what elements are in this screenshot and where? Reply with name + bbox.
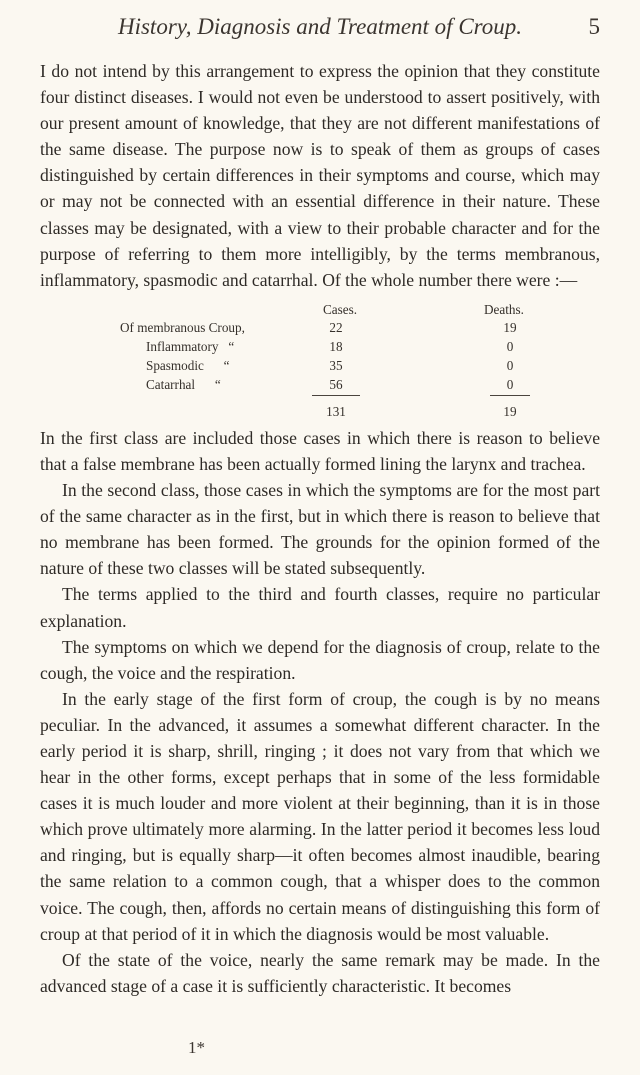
table-row-label: Inflammatory “ (146, 338, 235, 354)
table-row-deaths: 0 (506, 338, 514, 354)
table-row-cases: 56 (329, 376, 343, 392)
table-total-cases: 131 (326, 403, 346, 419)
cases-table (40, 297, 600, 393)
paragraph: Of the state of the voice, nearly the same remark may be made. In the advanced stage of a case it is sufficiently characteristic. It becomes (40, 949, 600, 996)
table-row-deaths: 0 (506, 357, 514, 373)
table-row-cases: 22 (329, 319, 343, 335)
page-body (40, 58, 600, 999)
total-rule (490, 395, 530, 396)
paragraph: The symptoms on which we depend for the diagnosis of croup, relate to the cough, the voice and the respiration. (40, 636, 600, 683)
table-row-label: Catarrhal “ (146, 376, 221, 392)
signature-mark: 1* (188, 1038, 205, 1057)
paragraph: I do not intend by this arrangement to express the opinion that they constitute four distinct diseases. I would not even be understood to assert positively, with our present amount of knowledge, that they are not different manifestations of the same disease. The purpose now is to speak of them as groups of cases distinguished by certain differences in their symptoms and course, which may or may not be connected with an essential difference in their nature. These classes may be designated, with a view to their probable character and for the purpose of referring to them more intelligibly, by the terms membranous, inflammatory, spasmodic and catarrhal. Of the whole number there were :— (40, 61, 600, 290)
table-totals (40, 395, 600, 419)
paragraph: In the early stage of the first form of croup, the cough is by no means peculiar. In the advanced, it assumes a somewhat different character. In the early period it is sharp, shrill, ringing ; it does not vary from that which we hear in the other forms, except perhaps that in some of the less formidable cases it is much louder and more violent at their beginning, than it is in those which prove ultimately more alarming. In the latter period it becomes less loud and ringing, but is equally sharp—it often becomes almost inaudible, bearing the same relation to a common cough, that a whisper does to the common voice. The cough, then, affords no certain means of distinguishing this form of croup at that period of it in which the diagnosis would be most valuable. (40, 688, 600, 944)
table-row-cases: 35 (329, 357, 343, 373)
paragraph: In the first class are included those cases in which there is reason to believe that a false membrane has been actually formed lining the larynx and trachea. (40, 427, 600, 474)
table-total-deaths: 19 (503, 403, 517, 419)
running-header (40, 14, 600, 48)
table-row-deaths: 19 (503, 319, 517, 335)
table-row-cases: 18 (329, 338, 343, 354)
paragraph: The terms applied to the third and fourth classes, require no particular explanation. (40, 584, 600, 631)
total-rule (312, 395, 360, 396)
running-title: History, Diagnosis and Treatment of Croup. (117, 14, 523, 39)
paragraph: In the second class, those cases in which the symptoms are for the most part of the same character as in the first, but in which there is reason to believe that no membrane has been formed. The grounds for the opinion formed of the nature of these two classes will be stated subsequently. (40, 480, 600, 579)
table-row-label: Spasmodic “ (146, 357, 230, 373)
table-row-label: Of membranous Croup, (120, 319, 245, 335)
table-row-deaths: 0 (506, 376, 514, 392)
table-header-cases: Cases. (323, 301, 358, 317)
page-number: 5 (588, 14, 600, 39)
table-header-deaths: Deaths. (484, 301, 524, 317)
